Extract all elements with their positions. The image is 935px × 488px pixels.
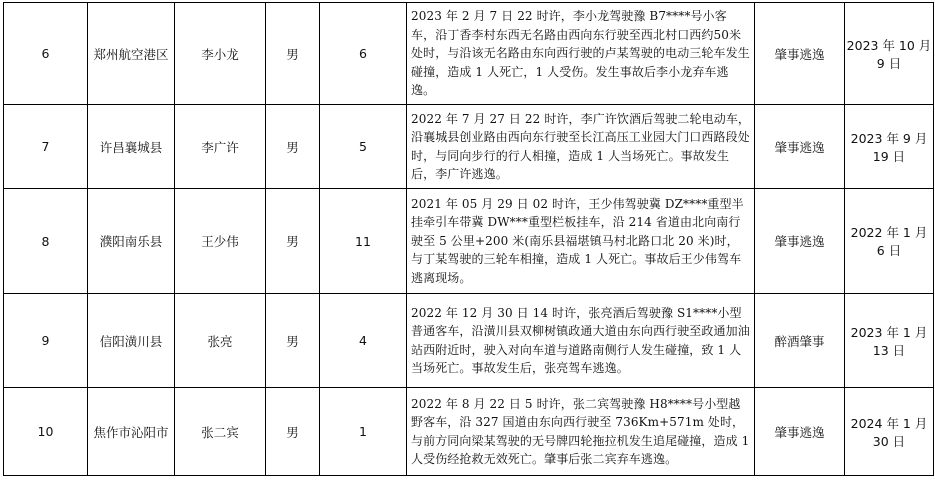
row-index: 6 <box>4 3 88 105</box>
offense-cell: 肇事逃逸 <box>755 3 845 105</box>
name-cell: 李广许 <box>175 105 266 189</box>
region-cell: 濮阳南乐县 <box>88 189 175 294</box>
region-cell: 焦作市沁阳市 <box>88 388 175 476</box>
fugitive-table <box>3 2 934 476</box>
region-cell: 许昌襄城县 <box>88 105 175 189</box>
name-cell: 王少伟 <box>175 189 266 294</box>
table-row <box>4 3 934 105</box>
count-cell: 11 <box>320 189 407 294</box>
description-cell: 2023 年 2 月 7 日 22 时许，李小龙驾驶豫 B7****号小客车，沿丁香李村东西无名路由西向东行驶至西北村口西约50米处时，与沿该无名路由东向西行驶的卢某驾驶的电动三轮车发生碰撞，造成 1 人死亡，1 人受伤。发生事故后李小龙弃车逃逸。 <box>407 3 755 105</box>
date-cell: 2023 年 10 月 9 日 <box>845 3 934 105</box>
gender-cell: 男 <box>266 294 320 388</box>
row-index: 8 <box>4 189 88 294</box>
name-cell: 李小龙 <box>175 3 266 105</box>
region-cell: 信阳潢川县 <box>88 294 175 388</box>
count-cell: 1 <box>320 388 407 476</box>
table-row <box>4 105 934 189</box>
gender-cell: 男 <box>266 105 320 189</box>
offense-cell: 醉酒肇事 <box>755 294 845 388</box>
description-cell: 2022 年 7 月 27 日 22 时许，李广许饮酒后驾驶二轮电动车，沿襄城县创业路由西向东行驶至长江高压工业园大门口西路段处时，与同向步行的行人相撞，造成 1 人当场死亡。事故发生后，李广许逃逸。 <box>407 105 755 189</box>
description-cell: 2022 年 8 月 22 日 5 时许，张二宾驾驶豫 H8****号小型越野客车，沿 327 国道由东向西行驶至 736Km+571m 处时，与前方同向梁某驾驶的无号牌四轮拖拉机发生追尾碰撞，造成 1 人受伤经抢救无效死亡。肇事后张二宾弃车逃逸。 <box>407 388 755 476</box>
count-cell: 6 <box>320 3 407 105</box>
gender-cell: 男 <box>266 388 320 476</box>
count-cell: 4 <box>320 294 407 388</box>
offense-cell: 肇事逃逸 <box>755 105 845 189</box>
description-cell: 2022 年 12 月 30 日 14 时许，张亮酒后驾驶豫 S1****小型普通客车，沿潢川县双柳树镇政通大道由东向西行驶至政通加油站西附近时，驶入对向车道与道路南侧行人发生碰撞，致 1 人当场死亡。事故发生后，张亮驾车逃逸。 <box>407 294 755 388</box>
table-row <box>4 294 934 388</box>
offense-cell: 肇事逃逸 <box>755 189 845 294</box>
name-cell: 张二宾 <box>175 388 266 476</box>
offense-cell: 肇事逃逸 <box>755 388 845 476</box>
table-row <box>4 388 934 476</box>
date-cell: 2024 年 1 月 30 日 <box>845 388 934 476</box>
date-cell: 2023 年 1 月 13 日 <box>845 294 934 388</box>
row-index: 10 <box>4 388 88 476</box>
region-cell: 郑州航空港区 <box>88 3 175 105</box>
date-cell: 2023 年 9 月 19 日 <box>845 105 934 189</box>
gender-cell: 男 <box>266 189 320 294</box>
name-cell: 张亮 <box>175 294 266 388</box>
count-cell: 5 <box>320 105 407 189</box>
date-cell: 2022 年 1 月 6 日 <box>845 189 934 294</box>
gender-cell: 男 <box>266 3 320 105</box>
table-row <box>4 189 934 294</box>
description-cell: 2021 年 05 月 29 日 02 时许，王少伟驾驶冀 DZ****重型半挂牵引车带冀 DW***重型栏板挂车，沿 214 省道由北向南行驶至 5 公里+200 米(南乐县福堪镇马村北路口北 20 米)时，与丁某驾驶的三轮车相撞，造成 1 人死亡。事故后王少伟驾车逃离现场。 <box>407 189 755 294</box>
row-index: 7 <box>4 105 88 189</box>
row-index: 9 <box>4 294 88 388</box>
